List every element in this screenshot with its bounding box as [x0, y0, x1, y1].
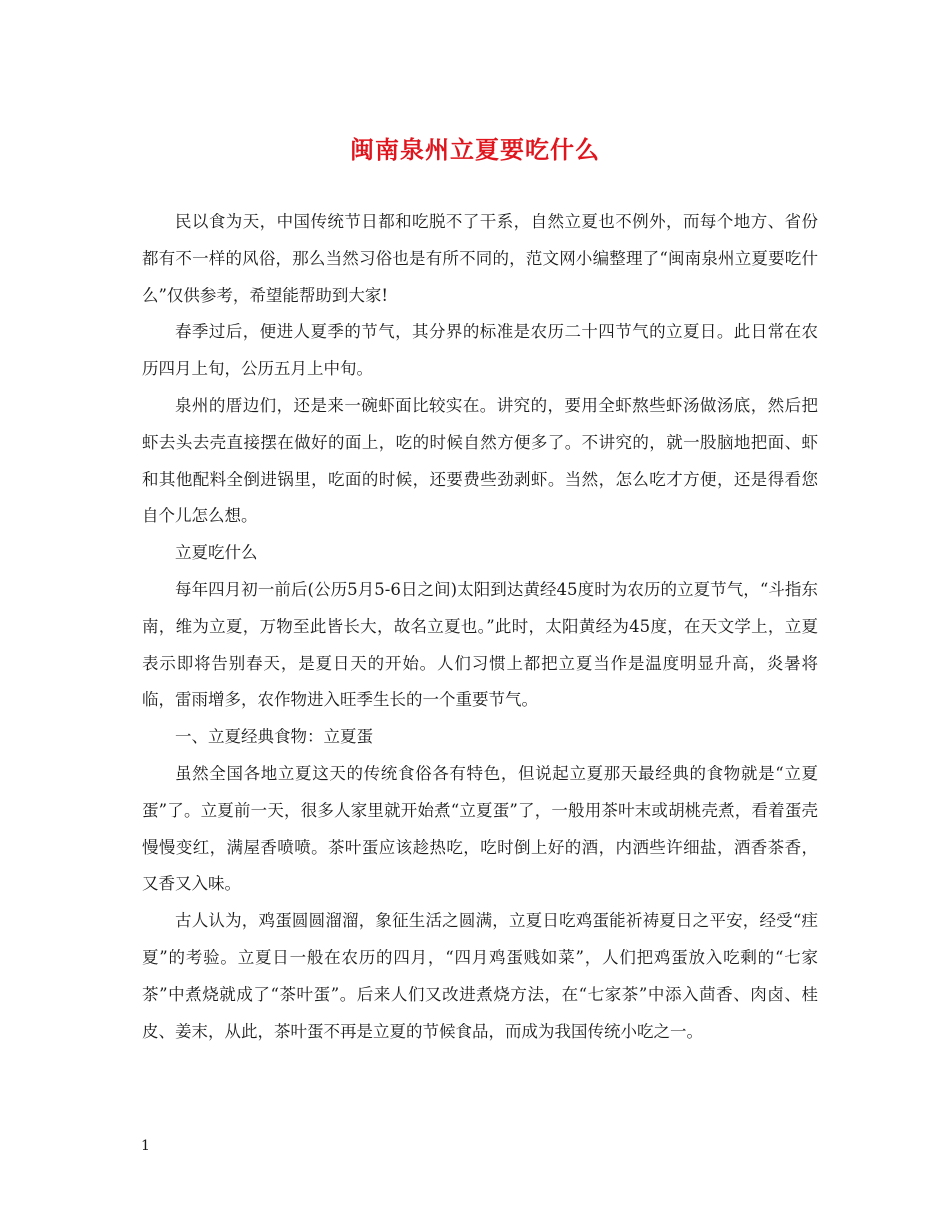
- page-number: 1: [141, 1138, 150, 1154]
- section-heading-what-to-eat: 立夏吃什么: [175, 543, 258, 563]
- paragraph-intro: 民以食为天，中国传统节日都和吃脱不了干系，自然立夏也不例外，而每个地方、省份都有不一样的风俗，那么当然习俗也是有所不同的，范文网小编整理了“闽南泉州立夏要吃什么”仅供参考，希望能帮助到大家!: [142, 212, 818, 305]
- section-heading-lixia-egg: 一、立夏经典食物：立夏蛋: [175, 727, 373, 747]
- document-body: [142, 204, 818, 1050]
- paragraph-solar-term: 每年四月初一前后(公历5月5-6日之间)太阳到达黄经45度时为农历的立夏节气，“斗指东南，维为立夏，万物至此皆长大，故名立夏也。”此时，太阳黄经为45度，在天文学上，立夏表示即将告别春天，是夏日天的开始。人们习惯上都把立夏当作是温度明显升高，炎暑将临，雷雨增多，农作物进入旺季生长的一个重要节气。: [142, 579, 818, 710]
- paragraph-egg-tradition: 古人认为，鸡蛋圆圆溜溜，象征生活之圆满，立夏日吃鸡蛋能祈祷夏日之平安，经受“疰夏”的考验。立夏日一般在农历的四月，“四月鸡蛋贱如菜”，人们把鸡蛋放入吃剩的“七家茶”中煮烧就成了“茶叶蛋”。后来人们又改进煮烧方法，在“七家茶”中添入茴香、肉卤、桂皮、姜末，从此，茶叶蛋不再是立夏的节候食品，而成为我国传统小吃之一。: [142, 911, 818, 1041]
- paragraph-shrimp-noodles: 泉州的厝边们，还是来一碗虾面比较实在。讲究的，要用全虾熬些虾汤做汤底，然后把虾去头去壳直接摆在做好的面上，吃的时候自然方便多了。不讲究的，就一股脑地把面、虾和其他配料全倒进锅里，吃面的时候，还要费些劲剥虾。当然，怎么吃才方便，还是得看您自个儿怎么想。: [142, 395, 818, 526]
- document-title: 闽南泉州立夏要吃什么: [350, 135, 600, 164]
- paragraph-lixia-egg: 虽然全国各地立夏这天的传统食俗各有特色，但说起立夏那天最经典的食物就是“立夏蛋”了。立夏前一天，很多人家里就开始煮“立夏蛋”了，一般用茶叶末或胡桃壳煮，看着蛋壳慢慢变红，满屋香喷喷。茶叶蛋应该趁热吃，吃时倒上好的酒，内洒些许细盐，酒香茶香，又香又入味。: [142, 763, 818, 894]
- paragraph-season: 春季过后，便进人夏季的节气，其分界的标准是农历二十四节气的立夏日。此日常在农历四月上旬，公历五月上中旬。: [142, 322, 818, 379]
